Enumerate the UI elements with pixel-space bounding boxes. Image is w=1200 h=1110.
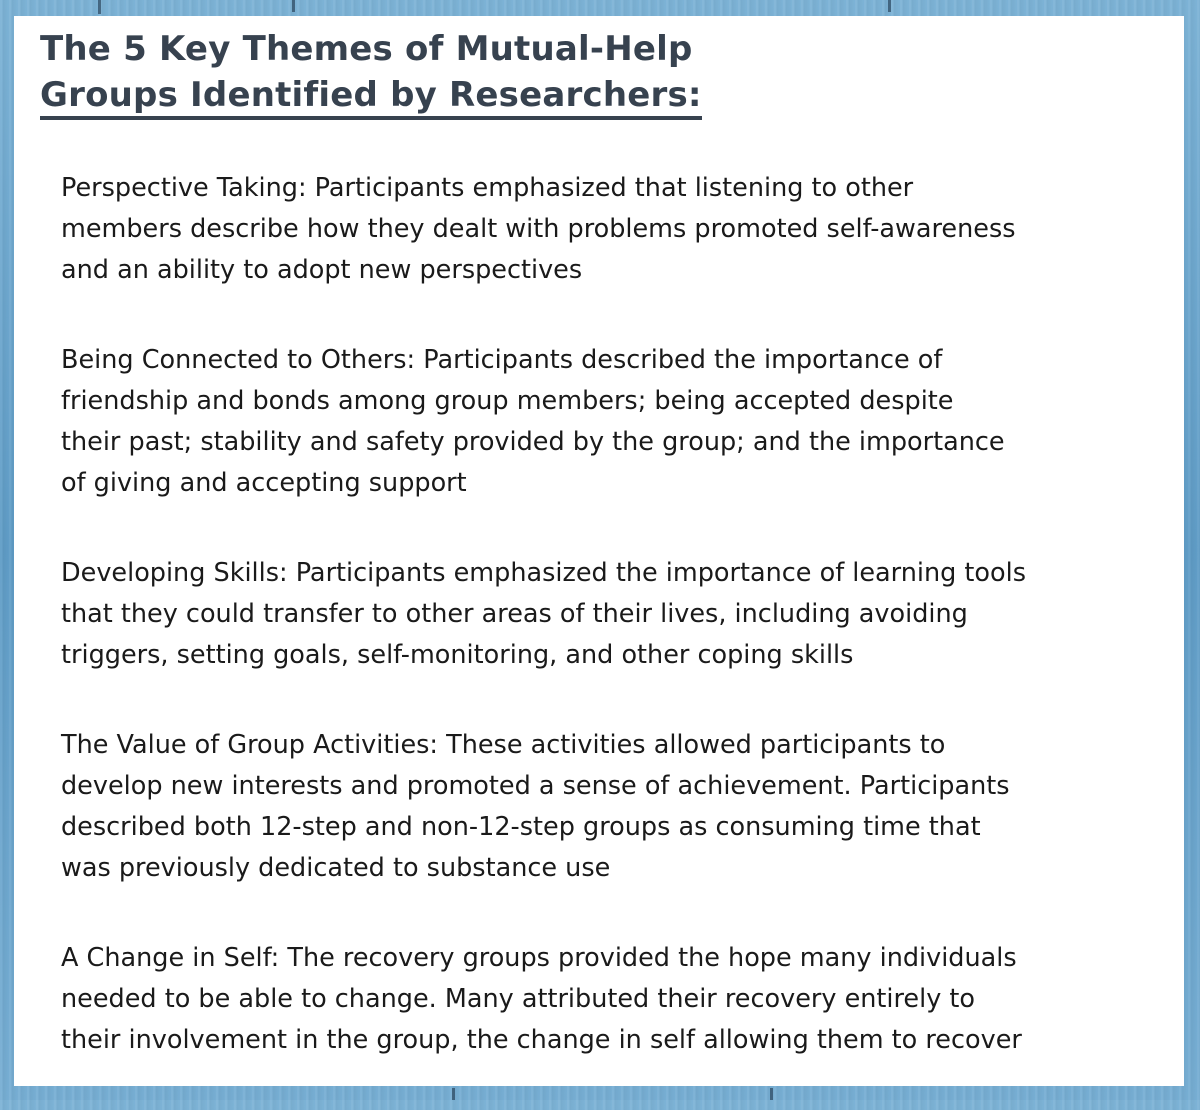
- theme-line: members describe how they dealt with problems promoted self-awareness: [61, 214, 1016, 244]
- theme-line: their past; stability and safety provided by the group; and the importance: [61, 427, 1005, 457]
- title-line-1: The 5 Key Themes of Mutual-Help: [40, 29, 693, 69]
- theme-line: Perspective Taking: Participants emphasized that listening to other: [61, 173, 914, 203]
- theme-developing-skills: [61, 553, 1161, 676]
- content-card: [14, 16, 1184, 1086]
- theme-line: that they could transfer to other areas of their lives, including avoiding: [61, 599, 968, 629]
- theme-line: needed to be able to change. Many attributed their recovery entirely to: [61, 984, 975, 1014]
- theme-line: friendship and bonds among group members; being accepted despite: [61, 386, 954, 416]
- theme-line: develop new interests and promoted a sense of achievement. Participants: [61, 771, 1010, 801]
- page-title: [40, 26, 702, 120]
- background-crack: [98, 0, 101, 14]
- theme-line: their involvement in the group, the change in self allowing them to recover: [61, 1025, 1022, 1055]
- title-line-2: Groups Identified by Researchers:: [40, 74, 702, 120]
- theme-line: triggers, setting goals, self-monitoring, and other coping skills: [61, 640, 854, 670]
- theme-being-connected: [61, 340, 1161, 504]
- background-crack: [888, 0, 891, 12]
- theme-line: Developing Skills: Participants emphasized the importance of learning tools: [61, 558, 1026, 588]
- theme-line: and an ability to adopt new perspectives: [61, 255, 583, 285]
- theme-group-activities: [61, 725, 1161, 889]
- background-crack: [292, 0, 295, 12]
- theme-line: described both 12-step and non-12-step groups as consuming time that: [61, 812, 981, 842]
- theme-line: Being Connected to Others: Participants described the importance of: [61, 345, 943, 375]
- theme-line: was previously dedicated to substance use: [61, 853, 611, 883]
- themes-list: [61, 168, 1161, 1110]
- theme-line: The Value of Group Activities: These activities allowed participants to: [61, 730, 946, 760]
- theme-line: A Change in Self: The recovery groups provided the hope many individuals: [61, 943, 1017, 973]
- theme-perspective-taking: [61, 168, 1161, 291]
- theme-line: of giving and accepting support: [61, 468, 467, 498]
- theme-change-in-self: [61, 938, 1161, 1061]
